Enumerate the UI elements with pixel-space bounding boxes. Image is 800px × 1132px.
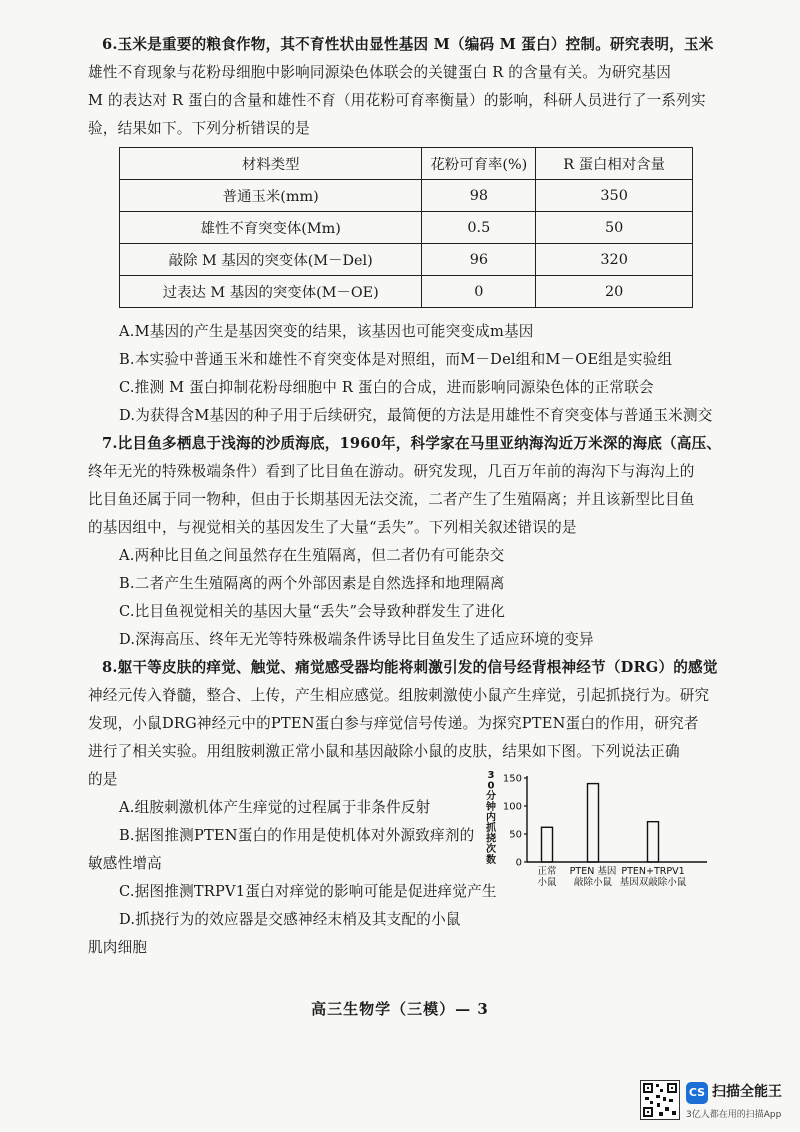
q6-option-c: C.推测 M 蛋白抑制花粉母细胞中 R 蛋白的合成，进而影响同源染色体的正常联会 xyxy=(119,379,654,396)
chart-y-label-char: 钟 xyxy=(486,801,496,813)
chart-bar xyxy=(648,822,659,862)
table-cell: 0.5 xyxy=(422,212,536,244)
q7-line-1: 7.比目鱼多栖息于浅海的沙质海底，1960年，科学家在马里亚纳海沟近万米深的海底（高压、 xyxy=(102,435,722,452)
q6-option-a: A.M基因的产生是基因突变的结果，该基因也可能突变成m基因 xyxy=(119,323,534,340)
chart-x-tick-label: 小鼠 xyxy=(537,877,557,888)
q7-line-4: 的基因组中，与视觉相关的基因发生了大量“丢失”。下列相关叙述错误的是 xyxy=(88,519,577,536)
q8-line-1: 8.躯干等皮肤的痒觉、触觉、痛觉感受器均能将刺激引发的信号经背根神经节（DRG）的感觉 xyxy=(102,659,718,676)
q6-option-b: B.本实验中普通玉米和雄性不育突变体是对照组，而M－Del组和M－OE组是实验组 xyxy=(119,351,673,368)
chart-x-tick-label: 敲除小鼠 xyxy=(573,877,613,888)
table-cell: 过表达 M 基因的突变体(M－OE) xyxy=(120,276,422,308)
q7-line-2: 终年无光的特殊极端条件）看到了比目鱼在游动。研究发现，几百万年前的海沟下与海沟上的 xyxy=(88,463,695,480)
chart-y-tick-label: 100 xyxy=(502,801,522,813)
q7-option-b: B.二者产生生殖隔离的两个外部因素是自然选择和地理隔离 xyxy=(119,575,505,592)
q7-option-a: A.两种比目鱼之间虽然存在生殖隔离，但二者仍有可能杂交 xyxy=(119,547,505,564)
table-row xyxy=(120,276,693,308)
chart-y-tick-label: 0 xyxy=(515,857,522,869)
scratch-count-bar-chart xyxy=(485,770,710,895)
chart-y-tick-label: 50 xyxy=(509,829,522,841)
chart-x-tick-label: PTEN+TRPV1 xyxy=(621,866,685,877)
table-row xyxy=(120,180,693,212)
q7-option-c: C.比目鱼视觉相关的基因大量“丢失”会导致种群发生了进化 xyxy=(119,603,506,620)
chart-y-label-char: 3 xyxy=(487,770,495,781)
q7-line-3: 比目鱼还属于同一物种，但由于长期基因无法交流，二者产生了生殖隔离；并且该新型比目鱼 xyxy=(88,491,695,508)
table-cell: 320 xyxy=(536,244,693,276)
scanner-logo-icon: CS xyxy=(686,1082,708,1104)
q8-option-d: D.抓挠行为的效应器是交感神经末梢及其支配的小鼠 xyxy=(119,911,461,928)
table-cell: 20 xyxy=(536,276,693,308)
scanner-tagline: 3亿人都在用的扫描App xyxy=(686,1110,782,1120)
chart-y-label-char: 次 xyxy=(486,844,496,856)
chart-x-tick-label: PTEN 基因 xyxy=(569,866,617,877)
table-header-cell: R 蛋白相对含量 xyxy=(536,148,693,180)
q8-option-b-cont: 敏感性增高 xyxy=(88,855,162,872)
table-cell: 350 xyxy=(536,180,693,212)
table-cell: 雄性不育突变体(Mm) xyxy=(120,212,422,244)
q8-line-5: 的是 xyxy=(88,771,118,788)
chart-y-label-char: 数 xyxy=(486,854,496,866)
table-cell: 96 xyxy=(422,244,536,276)
table-cell: 0 xyxy=(422,276,536,308)
q8-line-2: 神经元传入脊髓，整合、上传，产生相应感觉。组胺刺激使小鼠产生痒觉，引起抓挠行为。研究 xyxy=(88,687,710,704)
chart-y-axis-label xyxy=(485,770,496,866)
chart-y-label-char: 内 xyxy=(486,812,496,824)
chart-y-label-char: 0 xyxy=(487,780,495,792)
q6-line-3: M 的表达对 R 蛋白的含量和雄性不育（用花粉可育率衡量）的影响，科研人员进行了一系列实 xyxy=(88,92,706,109)
q6-line-1: 6.玉米是重要的粮食作物，其不育性状由显性基因 M（编码 M 蛋白）控制。研究表明，玉米 xyxy=(102,36,714,53)
q8-line-3: 发现，小鼠DRG神经元中的PTEN蛋白参与痒觉信号传递。为探究PTEN蛋白的作用，研究者 xyxy=(88,715,699,732)
qr-code-icon xyxy=(640,1080,680,1120)
chart-y-label-char: 分 xyxy=(486,791,496,803)
table-header-cell: 花粉可育率(%) xyxy=(422,148,536,180)
q6-option-d: D.为获得含M基因的种子用于后续研究，最简便的方法是用雄性不育突变体与普通玉米测交 xyxy=(119,407,713,424)
scanner-brand: 扫描全能王 xyxy=(712,1084,782,1100)
table-header-cell: 材料类型 xyxy=(120,148,422,180)
table-cell: 普通玉米(mm) xyxy=(120,180,422,212)
table-header-row xyxy=(120,148,693,180)
q8-option-d-cont: 肌肉细胞 xyxy=(88,939,148,956)
page-footer: 高三生物学（三模）— 3 xyxy=(311,1000,489,1018)
q6-data-table xyxy=(119,147,693,308)
table-row xyxy=(120,244,693,276)
q6-line-2: 雄性不育现象与花粉母细胞中影响同源染色体联会的关键蛋白 R 的含量有关。为研究基因 xyxy=(88,64,672,81)
chart-bar xyxy=(542,827,553,862)
table-cell: 敲除 M 基因的突变体(M－Del) xyxy=(120,244,422,276)
table-cell: 98 xyxy=(422,180,536,212)
table-row xyxy=(120,212,693,244)
chart-y-tick-label: 150 xyxy=(502,773,522,785)
chart-bar xyxy=(588,784,599,862)
q7-option-d: D.深海高压、终年无光等特殊极端条件诱导比目鱼发生了适应环境的变异 xyxy=(119,631,594,648)
q8-option-c: C.据图推测TRPV1蛋白对痒觉的影响可能是促进痒觉产生 xyxy=(119,883,497,900)
chart-x-tick-label: 正常 xyxy=(537,866,557,877)
q8-line-4: 进行了相关实验。用组胺刺激正常小鼠和基因敲除小鼠的皮肤，结果如下图。下列说法正确 xyxy=(88,743,680,760)
q6-line-4: 验，结果如下。下列分析错误的是 xyxy=(88,120,310,137)
q8-option-a: A.组胺刺激机体产生痒觉的过程属于非条件反射 xyxy=(119,799,431,816)
q8-option-b: B.据图推测PTEN蛋白的作用是使机体对外源致痒剂的 xyxy=(119,827,475,844)
chart-y-label-char: 抓 xyxy=(486,823,496,834)
table-cell: 50 xyxy=(536,212,693,244)
chart-x-tick-label: 基因双敲除小鼠 xyxy=(619,877,687,888)
chart-y-label-char: 挠 xyxy=(486,833,496,845)
